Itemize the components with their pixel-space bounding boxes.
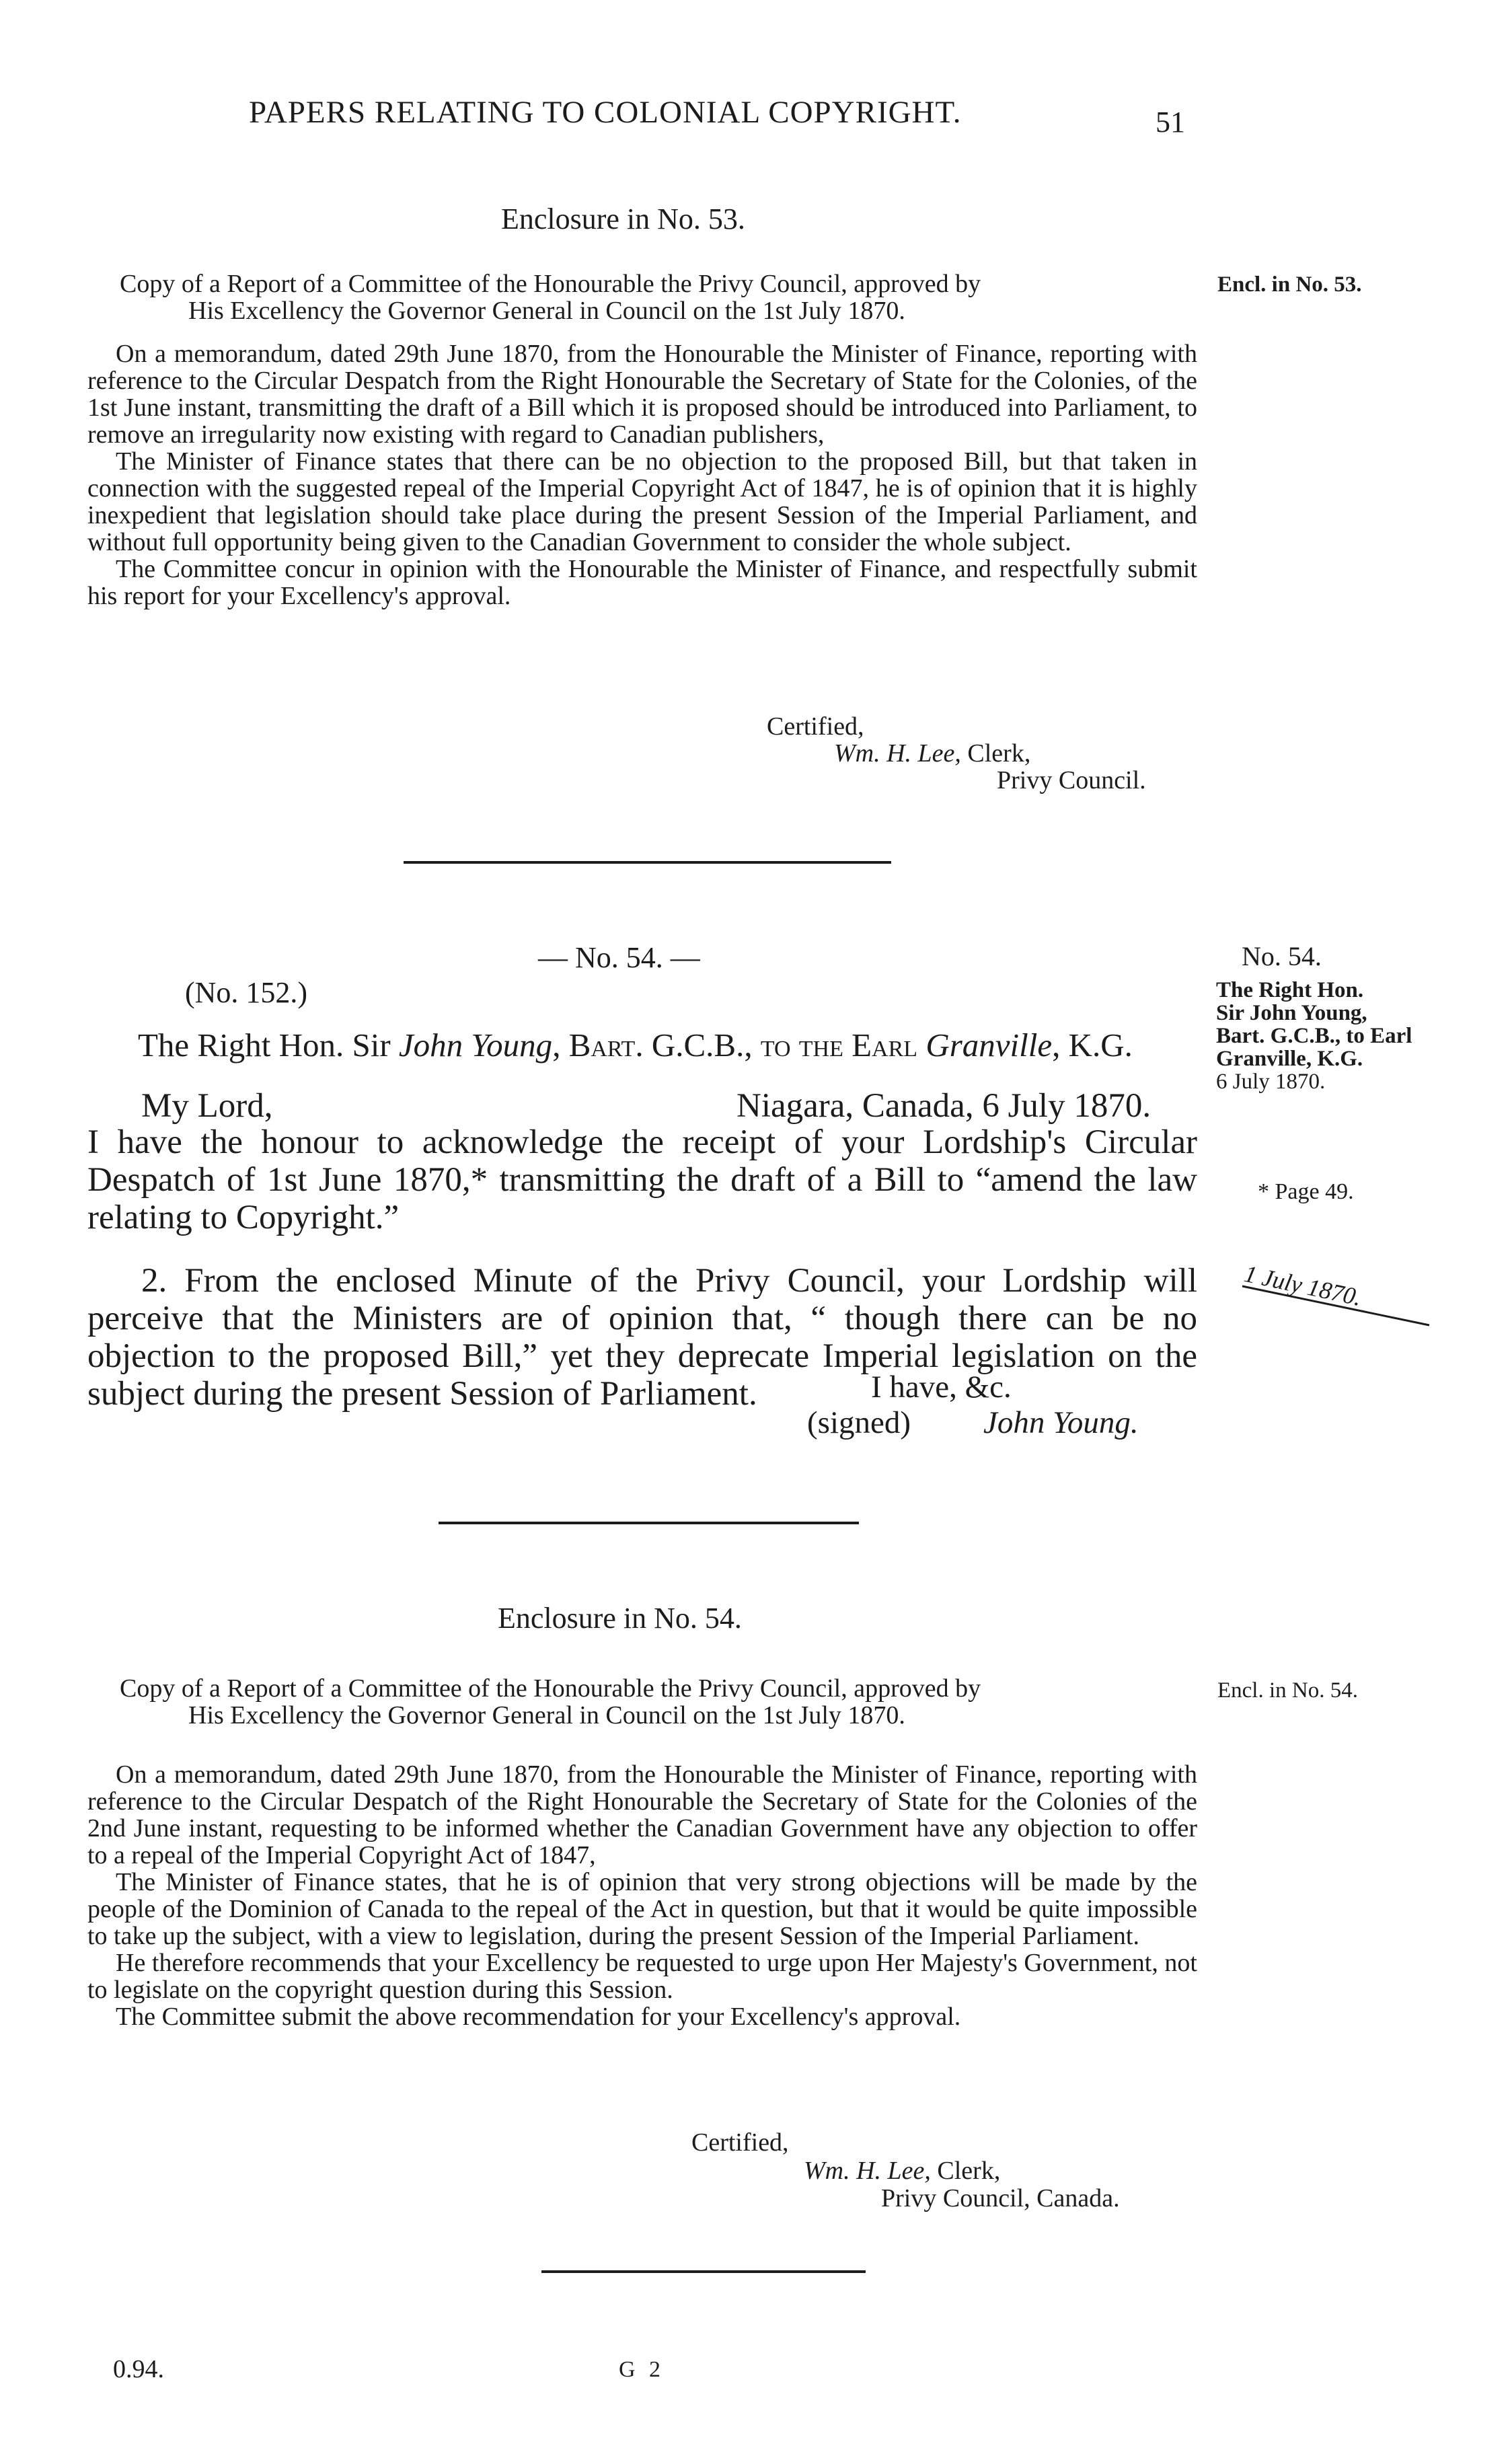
enclosure-54-certified: Certified, bbox=[691, 2128, 789, 2157]
enclosure-54-paragraph-4: The Committee submit the above recommendation for your Excellency's approval. bbox=[116, 2003, 961, 2031]
no-54-margin-line-4: Granville, K.G. bbox=[1216, 1047, 1363, 1071]
enclosure-54-heading: Enclosure in No. 54. bbox=[498, 1602, 742, 1635]
enclosure-54-intro-line2: His Excellency the Governor General in Council on the 1st July 1870. bbox=[188, 1701, 905, 1729]
running-header: PAPERS RELATING TO COLONIAL COPYRIGHT. bbox=[249, 95, 962, 130]
enclosure-53-certified: Certified, bbox=[767, 712, 864, 741]
enclosure-53-paragraph-1: On a memorandum, dated 29th June 1870, from the Honourable the Minister of Finance, reporting with reference to the Circular Despatch from the Right Honourable the Secretary of State for the Colonies, of the 1st June instant, transmitting the draft of a Bill which it is proposed should be introduced into Parliament, to remove an irregularity now existing with regard to Canadian publishers, bbox=[87, 340, 1197, 449]
enclosure-53-margin-note: Encl. in No. 53. bbox=[1217, 272, 1362, 297]
no-54-page-reference: * Page 49. bbox=[1258, 1179, 1354, 1204]
no-54-margin-note bbox=[1216, 979, 1438, 1093]
footer-reference: 0.94. bbox=[113, 2355, 164, 2383]
no-54-recipient-name: Granville bbox=[925, 1027, 1053, 1064]
enclosure-54-intro-line1: Copy of a Report of a Committee of the Honourable the Privy Council, approved by bbox=[120, 1674, 981, 1703]
section-divider bbox=[404, 861, 891, 864]
enclosure-54-signer-title: Clerk, bbox=[937, 2157, 1001, 2185]
no-54-salutation: My Lord, bbox=[141, 1087, 273, 1125]
page-number: 51 bbox=[1156, 106, 1185, 139]
section-divider-3 bbox=[541, 2270, 866, 2273]
enclosure-53-signer-title: Clerk, bbox=[967, 739, 1031, 768]
no-54-address bbox=[138, 1026, 1133, 1064]
no-54-signature: John Young. bbox=[983, 1405, 1139, 1440]
no-54-reference: (No. 152.) bbox=[185, 976, 308, 1009]
handwritten-date-text: 1 July 1870. bbox=[1242, 1259, 1364, 1311]
enclosure-53-signer: Wm. H. Lee, bbox=[834, 739, 961, 768]
no-54-margin-title: No. 54. bbox=[1242, 941, 1322, 971]
enclosure-53-signature bbox=[834, 740, 1030, 767]
no-54-margin-line-1: The Right Hon. bbox=[1216, 978, 1364, 1002]
section-divider-2 bbox=[439, 1522, 859, 1524]
no-54-margin-line-3: Bart. G.C.B., to Earl bbox=[1216, 1024, 1412, 1048]
enclosure-54-paragraph-1: On a memorandum, dated 29th June 1870, from the Honourable the Minister of Finance, reporting with reference to the Circular Despatch of the Right Honourable the Secretary of State for the Colonies of the 2nd June instant, requesting to be informed whether the Canadian Government have any objection to offer to a repeal of the Imperial Copyright Act of 1847, bbox=[87, 1760, 1197, 1869]
enclosure-54-intro bbox=[120, 1675, 1169, 1729]
enclosure-53-intro-line1: Copy of a Report of a Committee of the Honourable the Privy Council, approved by bbox=[120, 270, 981, 298]
enclosure-54-paragraph-3: He therefore recommends that your Excellency be requested to urge upon Her Majesty's Government, not to legislate on the copyright question during this Session. bbox=[87, 1949, 1197, 2004]
enclosure-54-margin-note: Encl. in No. 54. bbox=[1217, 1678, 1358, 1703]
enclosure-54-signature bbox=[804, 2157, 1000, 2184]
no-54-place-date: Niagara, Canada, 6 July 1870. bbox=[736, 1087, 1151, 1125]
enclosure-53-paragraph-3: The Committee concur in opinion with the Honourable the Minister of Finance, and respectfully submit his report for your Excellency's approval. bbox=[87, 555, 1197, 610]
no-54-address-suffix: , K.G. bbox=[1052, 1027, 1133, 1064]
no-54-heading: — No. 54. — bbox=[538, 941, 700, 974]
enclosure-54-paragraph-2: The Minister of Finance states, that he is of opinion that very strong objections will be made by the people of the Dominion of Canada to the repeal of the Act in question, but that it would be quite impossible to take up the subject, with a view to legislation, during the present Session of the Imperial Parliament. bbox=[87, 1868, 1197, 1950]
no-54-address-prefix: The Right Hon. Sir bbox=[138, 1027, 399, 1064]
enclosure-53-body bbox=[87, 340, 1197, 609]
no-54-margin-date: 6 July 1870. bbox=[1216, 1070, 1326, 1094]
enclosure-53-intro-line2: His Excellency the Governor General in Council on the 1st July 1870. bbox=[188, 297, 905, 325]
no-54-signed: (signed) bbox=[807, 1405, 911, 1440]
enclosure-53-intro bbox=[120, 270, 1169, 324]
no-54-body bbox=[87, 1123, 1197, 1413]
no-54-paragraph-2: 2. From the enclosed Minute of the Privy Council, your Lordship will perceive that the Ministers are of opinion that, “ though there can be no objection to the proposed Bill,” yet they deprecate Imperial legislation on the subject during the present Session of Parliament. bbox=[87, 1262, 1197, 1413]
no-54-margin-line-2: Sir John Young, bbox=[1216, 1001, 1367, 1025]
no-54-paragraph-1: I have the honour to acknowledge the receipt of your Lordship's Circular Despatch of 1st June 1870,* transmitting the draft of a Bill to “amend the law relating to Copyright.” bbox=[87, 1123, 1197, 1236]
enclosure-53-heading: Enclosure in No. 53. bbox=[501, 202, 745, 235]
no-54-sender-name: John Young bbox=[398, 1027, 553, 1064]
enclosure-54-privy-council: Privy Council, Canada. bbox=[881, 2184, 1120, 2212]
enclosure-54-body bbox=[87, 1761, 1197, 2030]
enclosure-53-privy-council: Privy Council. bbox=[997, 766, 1146, 794]
no-54-address-middle: , Bart. G.C.B., to the Earl bbox=[552, 1027, 926, 1064]
no-54-closing: I have, &c. bbox=[871, 1370, 1012, 1405]
footer-signature-mark: G 2 bbox=[619, 2357, 665, 2382]
enclosure-54-signer: Wm. H. Lee, bbox=[804, 2157, 931, 2185]
handwritten-date-note bbox=[1241, 1259, 1433, 1327]
enclosure-53-paragraph-2: The Minister of Finance states that there can be no objection to the proposed Bill, but that taken in connection with the suggested repeal of the Imperial Copyright Act of 1847, he is of opinion that it is highly inexpedient that legislation should take place during the present Session of the Imperial Parliament, and without full opportunity being given to the Canadian Government to consider the whole subject. bbox=[87, 447, 1197, 556]
